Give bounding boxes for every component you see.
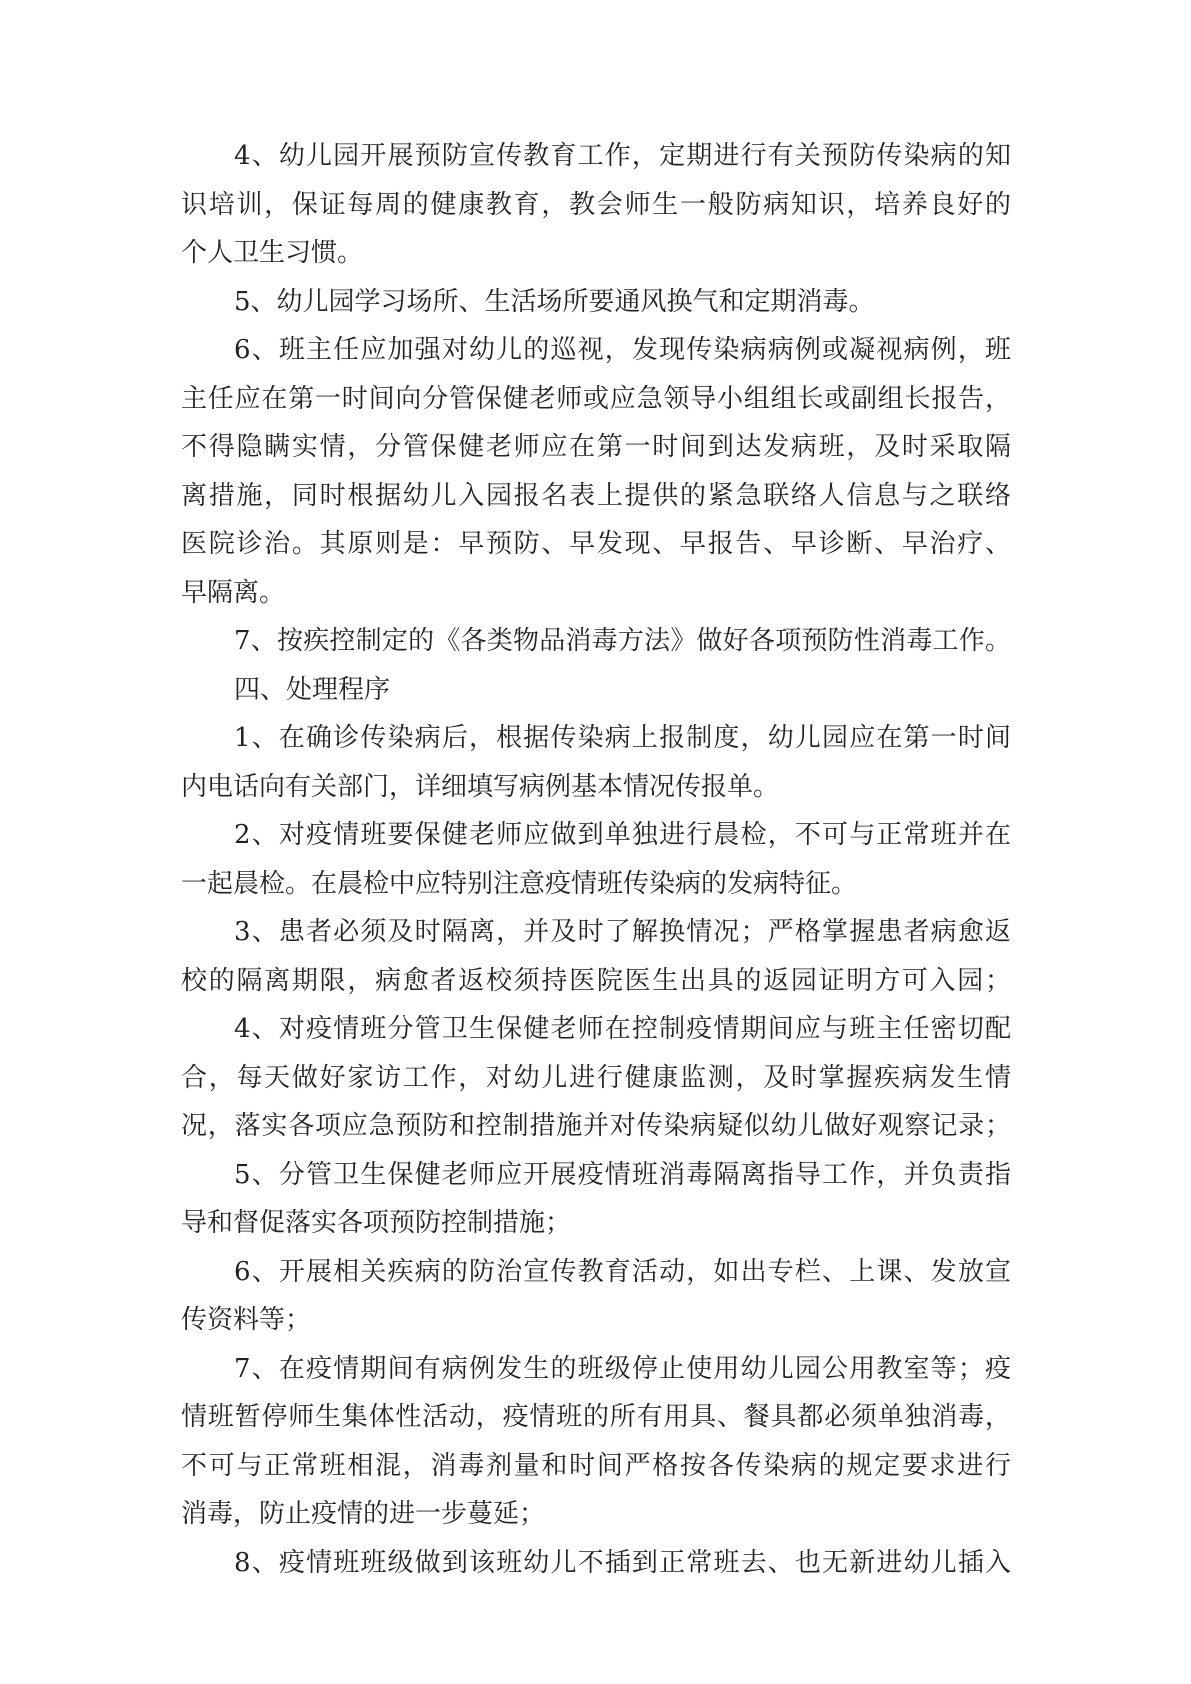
paragraph-first-line: 四、处理程序 [234,674,391,705]
paragraph-first-line: 5、幼儿园学习场所、生活场所要通风换气和定期消毒。 [234,286,875,317]
paragraph-first-line: 7、按疾控制定的《各类物品消毒方法》做好各项预防性消毒工作。 [234,626,1011,656]
paragraph-line: 不得隐瞒实情，分管保健老师应在第一时间到达发病班，及时采取隔 [181,432,1011,462]
paragraph-first-line: 4、对疫情班分管卫生保健老师在控制疫情期间应与班主任密切配 [234,1014,1011,1044]
paragraph-line: 不可与正常班相混，消毒剂量和时间严格按各传染病的规定要求进行 [181,1450,1011,1481]
paragraph-first-line: 2、对疫情班要保健老师应做到单独进行晨检，不可与正常班并在 [234,820,1011,850]
paragraph-first-line: 4、幼儿园开展预防宣传教育工作，定期进行有关预防传染病的知 [234,141,1011,171]
paragraph-line: 情班暂停师生集体性活动，疫情班的所有用具、餐具都必须单独消毒， [181,1402,1011,1432]
paragraph-first-line: 6、班主任应加强对幼儿的巡视，发现传染病病例或凝视病例，班 [234,335,1011,365]
paragraph-line: 况，落实各项应急预防和控制措施并对传染病疑似幼儿做好观察记录； [181,1111,1011,1141]
paragraph-line: 消毒，防止疫情的进一步蔓延； [181,1499,546,1529]
paragraph-line: 个人卫生习惯。 [181,238,364,268]
paragraph-first-line: 7、在疫情期间有病例发生的班级停止使用幼儿园公用教室等；疫 [234,1353,1011,1384]
paragraph-line: 传资料等； [181,1305,312,1335]
paragraph-line: 一起晨检。在晨检中应特别注意疫情班传染病的发病特征。 [181,868,858,899]
paragraph-line: 内电话向有关部门，详细填写病例基本情况传报单。 [181,771,780,802]
paragraph-first-line: 1、在确诊传染病后，根据传染病上报制度，幼儿园应在第一时间 [234,723,1011,753]
document-body [181,132,1011,1587]
paragraph-line: 导和督促落实各项预防控制措施； [181,1208,572,1238]
paragraph-line: 识培训，保证每周的健康教育，教会师生一般防病知识，培养良好的 [181,189,1011,220]
paragraph-line: 医院诊治。其原则是：早预防、早发现、早报告、早诊断、早治疗、 [181,529,1011,559]
paragraph-line: 合，每天做好家访工作，对幼儿进行健康监测，及时掌握疾病发生情 [181,1062,1011,1093]
paragraph-first-line: 8、疫情班班级做到该班幼儿不插到正常班去、也无新进幼儿插入 [234,1547,1011,1578]
paragraph-line: 离措施，同时根据幼儿入园报名表上提供的紧急联络人信息与之联络 [181,480,1011,511]
paragraph-first-line: 5、分管卫生保健老师应开展疫情班消毒隔离指导工作，并负责指 [234,1159,1011,1190]
paragraph-first-line: 3、患者必须及时隔离，并及时了解换情况；严格掌握患者病愈返 [234,917,1011,947]
paragraph-line: 校的隔离期限，病愈者返校须持医院医生出具的返园证明方可入园； [181,965,1011,996]
paragraph-line: 主任应在第一时间向分管保健老师或应急领导小组组长或副组长报告， [181,383,1011,414]
paragraph-first-line: 6、开展相关疾病的防治宣传教育活动，如出专栏、上课、发放宣 [234,1256,1011,1287]
paragraph-line: 早隔离。 [181,577,286,608]
